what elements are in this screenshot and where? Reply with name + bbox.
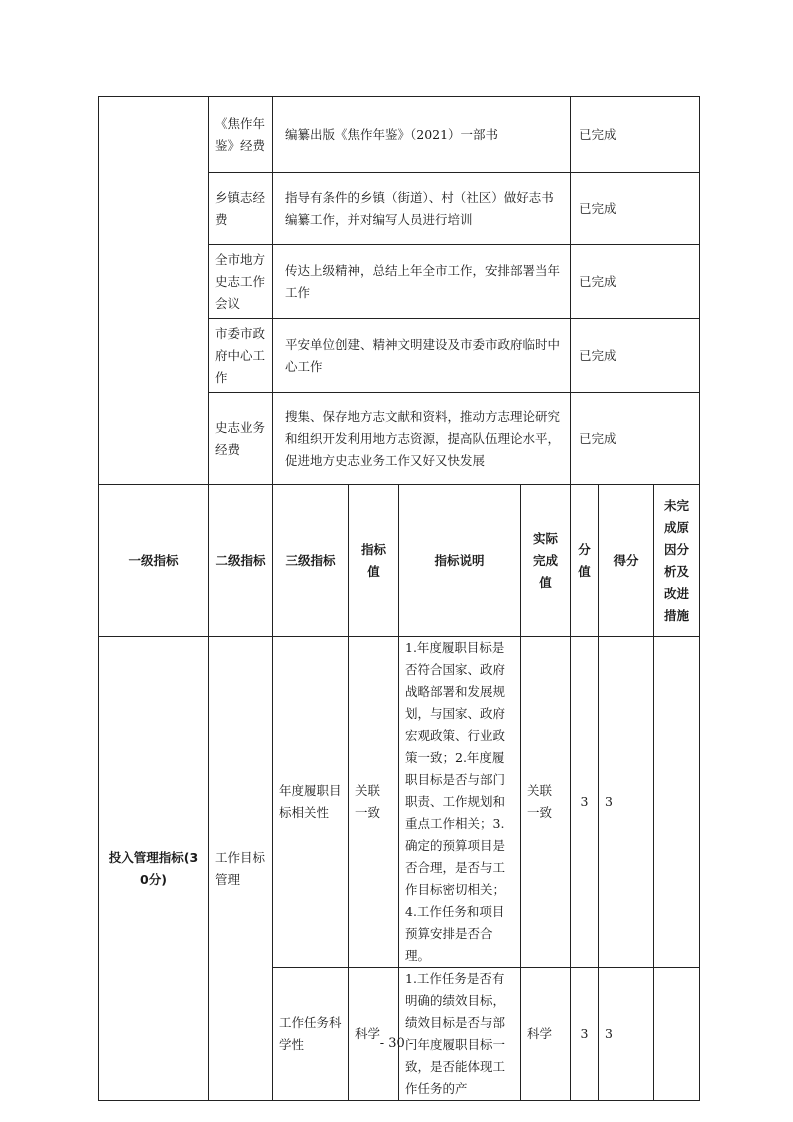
project-content: 传达上级精神，总结上年全市工作，安排部署当年工作 — [273, 245, 571, 319]
project-status: 已完成 — [571, 393, 700, 485]
page-number: - 30 - — [379, 1036, 414, 1051]
level3-indicator: 年度履职目标相关性 — [273, 637, 349, 968]
project-status: 已完成 — [571, 173, 700, 245]
project-status: 已完成 — [571, 245, 700, 319]
indicator-actual: 关联一致 — [521, 637, 571, 968]
indicator-analysis — [654, 968, 700, 1101]
header-earned: 得分 — [599, 485, 654, 637]
level1-indicator: 投入管理指标(30分) — [99, 637, 209, 1101]
indicator-description: 1.工作任务是否有明确的绩效目标，绩效目标是否与部门年度履职目标一致，是否能体现工作任务的产 — [399, 968, 521, 1101]
project-status: 已完成 — [571, 97, 700, 173]
project-left-cell — [99, 97, 209, 485]
indicator-actual: 科学 — [521, 968, 571, 1101]
project-row — [99, 97, 700, 173]
indicator-earned: 3 — [599, 968, 654, 1101]
indicator-earned: 3 — [599, 637, 654, 968]
indicator-score: 3 — [571, 968, 599, 1101]
header-actual: 实际完成值 — [521, 485, 571, 637]
header-score: 分值 — [571, 485, 599, 637]
project-content: 指导有条件的乡镇（街道）、村（社区）做好志书编纂工作，并对编写人员进行培训 — [273, 173, 571, 245]
header-description: 指标说明 — [399, 485, 521, 637]
header-level2: 二级指标 — [209, 485, 273, 637]
performance-table — [98, 96, 700, 1101]
header-analysis: 未完成原因分析及改进措施 — [654, 485, 700, 637]
indicator-row — [99, 637, 700, 968]
header-level1: 一级指标 — [99, 485, 209, 637]
indicator-header-row — [99, 485, 700, 637]
project-content: 编纂出版《焦作年鉴》（2021）一部书 — [273, 97, 571, 173]
indicator-score: 3 — [571, 637, 599, 968]
level2-indicator: 工作目标管理 — [209, 637, 273, 1101]
project-content: 平安单位创建、精神文明建设及市委市政府临时中心工作 — [273, 319, 571, 393]
indicator-value: 科学 — [349, 968, 399, 1101]
indicator-description: 1.年度履职目标是否符合国家、政府战略部署和发展规划，与国家、政府宏观政策、行业政策一致；2.年度履职目标是否与部门职责、工作规划和重点工作相关；3.确定的预算项目是否合理，是否与工作目标密切相关；4.工作任务和项目预算安排是否合理。 — [399, 637, 521, 968]
project-name: 全市地方史志工作会议 — [209, 245, 273, 319]
indicator-value: 关联一致 — [349, 637, 399, 968]
level3-indicator: 工作任务科学性 — [273, 968, 349, 1101]
project-name: 市委市政府中心工作 — [209, 319, 273, 393]
project-name: 乡镇志经费 — [209, 173, 273, 245]
project-status: 已完成 — [571, 319, 700, 393]
project-name: 史志业务经费 — [209, 393, 273, 485]
header-value: 指标值 — [349, 485, 399, 637]
project-content: 搜集、保存地方志文献和资料，推动方志理论研究和组织开发利用地方志资源，提高队伍理论水平，促进地方史志业务工作又好又快发展 — [273, 393, 571, 485]
project-name: 《焦作年鉴》经费 — [209, 97, 273, 173]
header-level3: 三级指标 — [273, 485, 349, 637]
indicator-analysis — [654, 637, 700, 968]
